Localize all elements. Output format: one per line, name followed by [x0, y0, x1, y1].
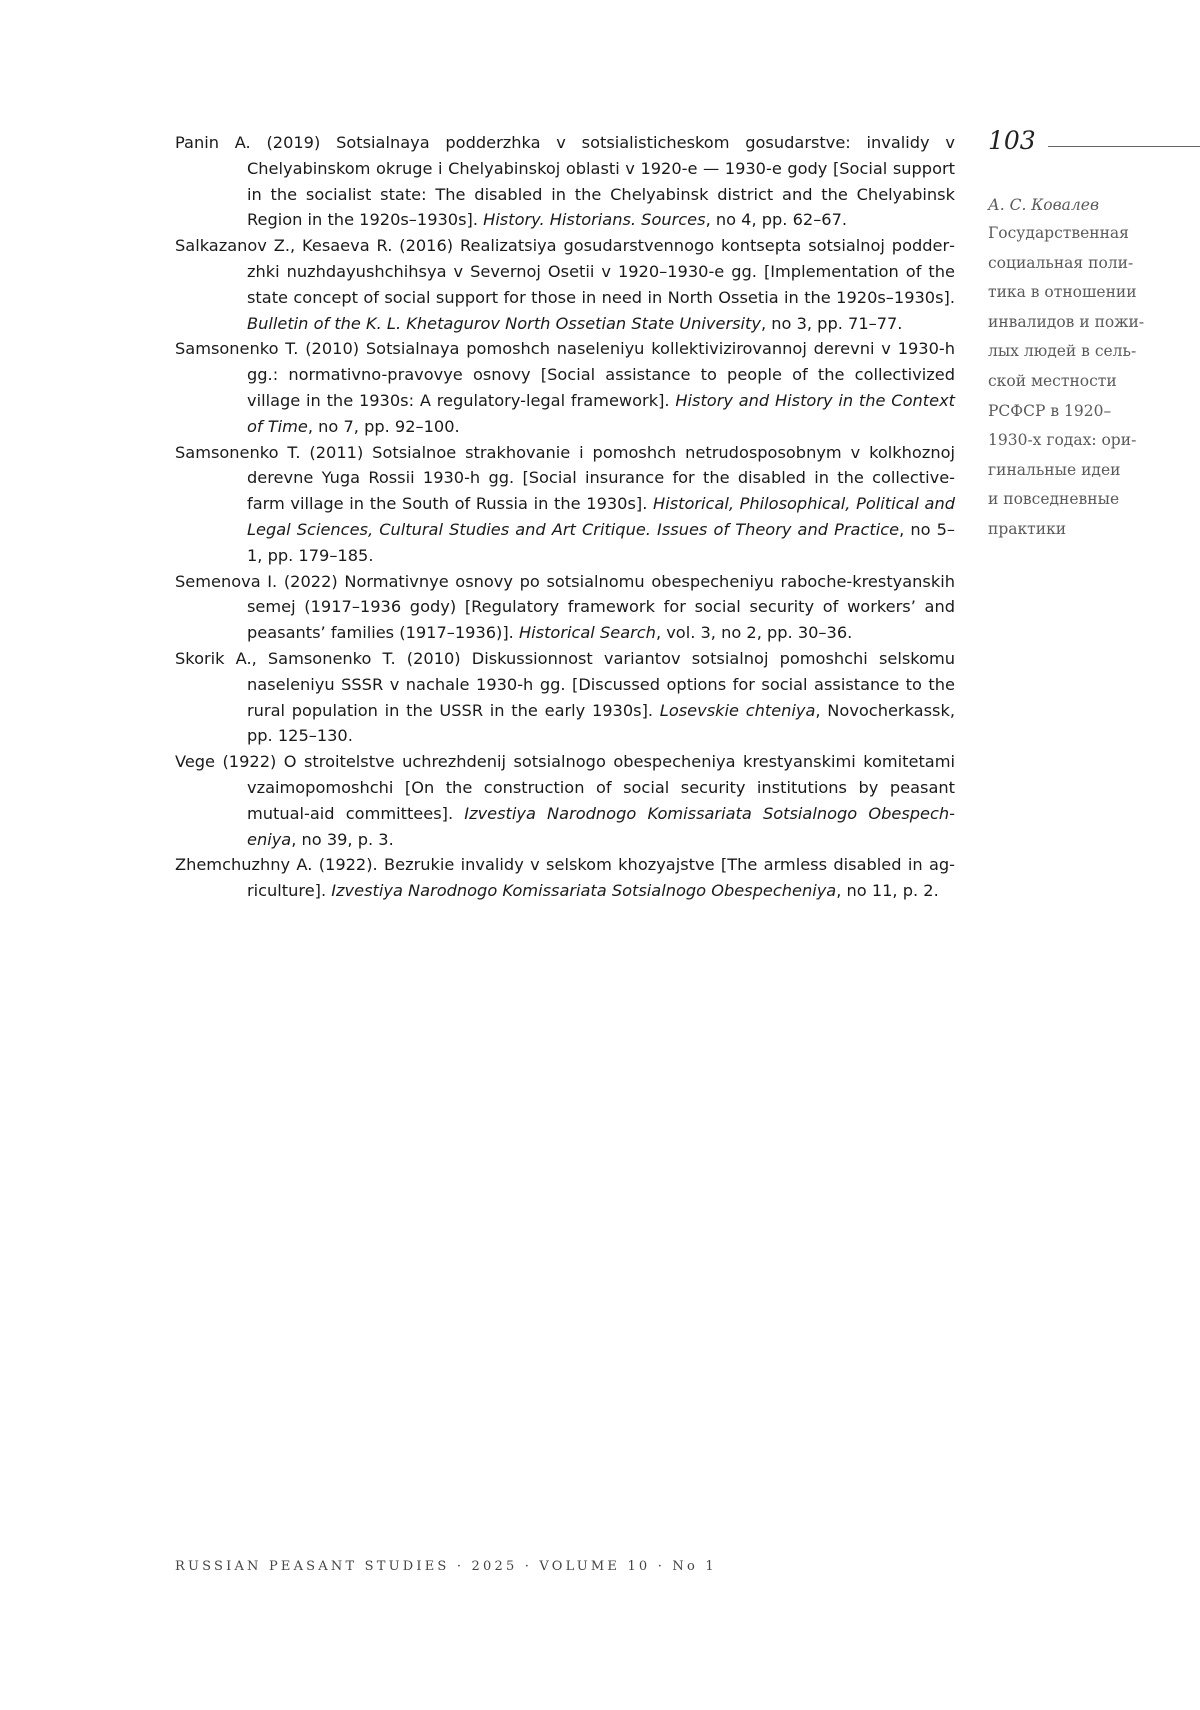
reference-source: History and History in the Context of Time [247, 391, 955, 436]
reference-item: Zhemchuzhny A. (1922). Bezrukie invalidy v selskom khozyajstve [The armless disabled in ag­riculture]. Izvestiya Narodnogo Komissariata Sotsialnogo Obespecheniya, no 11, p. 2. [175, 852, 955, 904]
article-title-line: практики [988, 515, 1200, 545]
article-title-line: инвалидов и пожи- [988, 308, 1200, 338]
reference-source: Losevskie chteniya [660, 701, 816, 720]
article-title-line: лых людей в сель- [988, 337, 1200, 367]
article-title-line: РСФСР в 1920– [988, 397, 1200, 427]
reference-source: Izvestiya Narodnogo Komissariata Sotsialnogo Obespecheniya [331, 881, 836, 900]
reference-item: Semenova I. (2022) Normativnye osnovy po sotsialnomu obespecheniyu raboche-krestyanskih semej (1917–1936 gody) [Regulatory framework for social security of workers’ and peasants’ families (1917–1936)]. Historical Search, vol. 3, no 2, pp. 30–36. [175, 569, 955, 646]
reference-source: Izvestiya Narodnogo Komissariata Sotsialnogo Obespech­eniya [247, 804, 955, 849]
article-title-line: гинальные идеи [988, 456, 1200, 486]
article-title-line: Государственная [988, 219, 1200, 249]
page-number: 103 [988, 126, 1036, 155]
article-title-line: тика в отношении [988, 278, 1200, 308]
reference-list [175, 130, 955, 904]
reference-source: Bulletin of the K. L. Khetagurov North Ossetian State University [247, 314, 761, 333]
running-head-sidebar [988, 126, 1200, 545]
article-title-line: 1930-х годах: ори- [988, 426, 1200, 456]
page-number-rule [1048, 146, 1200, 147]
article-author: А. С. Ковалев [988, 191, 1200, 219]
reference-item: Panin A. (2019) Sotsialnaya podderzhka v sotsialisticheskom gosudarstve: invalidy v Chelyabinskom okruge i Chelyabinskoj oblasti v 1920-e — 1930-e gody [Social support in the socialist state: The disabled in the Chelyabinsk district and the Chelyabinsk Region in the 1920s–1930s]. History. Historians. Sources, no 4, pp. 62–67. [175, 130, 955, 233]
reference-item: Vege (1922) O stroitelstve uchrezhdenij sotsialnogo obespecheniya krestyanskimi komiteta­mi vzaimopomoshchi [On the construction of social security institutions by peasant mutual-aid committees]. Izvestiya Narodnogo Komissariata Sotsialnogo Obespech­eniya, no 39, p. 3. [175, 749, 955, 852]
article-title-line: и повседневные [988, 485, 1200, 515]
article-title-line: ской местности [988, 367, 1200, 397]
article-title [988, 219, 1200, 545]
journal-footer: RUSSIAN PEASANT STUDIES · 2025 · VOLUME 10 · No 1 [175, 1559, 717, 1574]
reference-source: Historical, Philosophical, Political and Legal Sciences, Cultural Studies and Art Critique. Issues of Theory and Practice [247, 494, 955, 539]
reference-item: Samsonenko T. (2010) Sotsialnaya pomoshch naseleniyu kollektivizirovannoj derevni v 1930-h gg.: normativno-pravovye osnovy [Social assistance to people of the collec­tivized village in the 1930s: A regulatory-legal framework]. History and History in the Context of Time, no 7, pp. 92–100. [175, 336, 955, 439]
reference-item: Samsonenko T. (2011) Sotsialnoe strakhovanie i pomoshch netrudosposobnym v kolkhoznoj derevne Yuga Rossii 1930-h gg. [Social insurance for the disabled in the collective-farm village in the South of Russia in the 1930s]. Historical, Philosophical, Political and Legal Sciences, Cultural Studies and Art Critique. Issues of Theory and Practice, no 5–1, pp. 179–185. [175, 440, 955, 569]
reference-item: Skorik A., Samsonenko T. (2010) Diskussionnost variantov sotsialnoj pomoshchi selskomu naseleniyu SSSR v nachale 1930-h gg. [Discussed options for social assistance to the rural population in the USSR in the early 1930s]. Losevskie chteniya, Novocher­kassk, pp. 125–130. [175, 646, 955, 749]
reference-source: History. Historians. Sources [483, 210, 705, 229]
reference-item: Salkazanov Z., Kesaeva R. (2016) Realizatsiya gosudarstvennogo kontsepta sotsialnoj podder­zhki nuzhdayushchihsya v Severnoj Osetii v 1920–1930-e gg. [Implementation of the state concept of social support for those in need in North Ossetia in the 1920s–1930s]. Bulletin of the K. L. Khetagurov North Ossetian State University, no 3, pp. 71–77. [175, 233, 955, 336]
article-title-line: социальная поли- [988, 249, 1200, 279]
reference-source: Historical Search [519, 623, 656, 642]
